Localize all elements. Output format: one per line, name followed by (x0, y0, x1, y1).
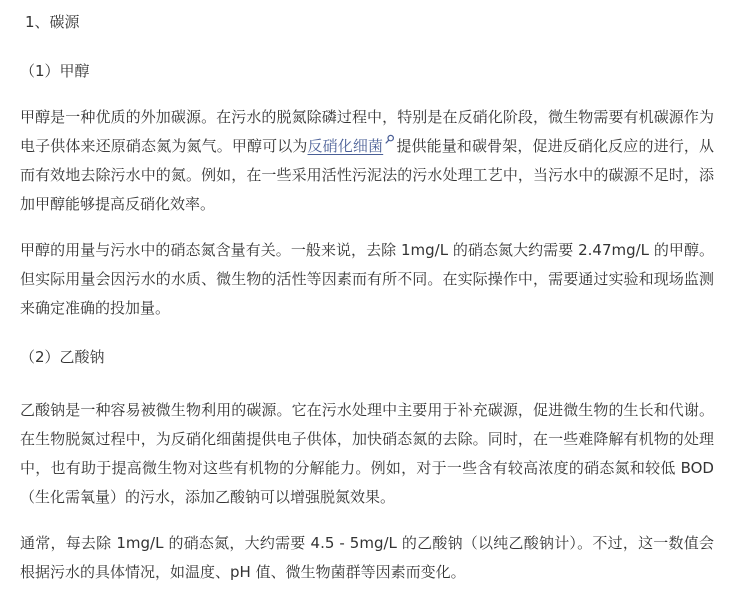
doc-title: 1、碳源 (25, 13, 80, 31)
entity-link-label[interactable]: 反硝化细菌 (307, 137, 384, 155)
text-segment-post-link: 提供能量和碳骨架，促进反硝化反应的进行，从而有效地去除污水中的氮。例如，在一些采用活性污泥法的污水处理工艺中，当污水中的碳源不足时，添加甲醇能够提高反硝化效率。 (20, 137, 714, 213)
paragraph-methanol-dosage: 甲醇的用量与污水中的硝态氮含量有关。一般来说，去除 1mg/L 的硝态氮大约需要 2.47mg/L 的甲醇。但实际用量会因污水的水质、微生物的活性等因素而有所不同。在实际操作中，需要通过实验和现场监测来确定准确的投加量。 (20, 241, 714, 317)
paragraph-sodium-acetate-intro: 乙酸钠是一种容易被微生物利用的碳源。它在污水处理中主要用于补充碳源，促进微生物的生长和代谢。在生物脱氮过程中，为反硝化细菌提供电子供体，加快硝态氮的去除。同时，在一些难降解有机物的处理中，也有助于提高微生物对这些有机物的分解能力。例如，对于一些含有较高浓度的硝态氮和较低 BOD（生化需氧量）的污水，添加乙酸钠可以增强脱氮效果。 (20, 401, 714, 506)
paragraph-methanol-intro (20, 103, 714, 219)
paragraph-sodium-acetate-dosage: 通常，每去除 1mg/L 的硝态氮，大约需要 4.5 - 5mg/L 的乙酸钠（以纯乙酸钠计）。不过，这一数值会根据污水的具体情况，如温度、pH 值、微生物菌群等因素而变化。 (20, 534, 714, 581)
text-segment-pre-link: 甲醇是一种优质的外加碳源。在污水的脱氮除磷过程中，特别是在反硝化阶段，微生物需要有机碳源作为电子供体来还原硝态氮为氮气。甲醇可以为 (20, 108, 714, 155)
entity-link-denitrifying-bacteria[interactable] (308, 137, 397, 155)
heading-methanol: （1）甲醇 (20, 62, 90, 80)
search-icon[interactable] (384, 134, 395, 145)
heading-sodium-acetate: （2）乙酸钠 (20, 348, 105, 366)
